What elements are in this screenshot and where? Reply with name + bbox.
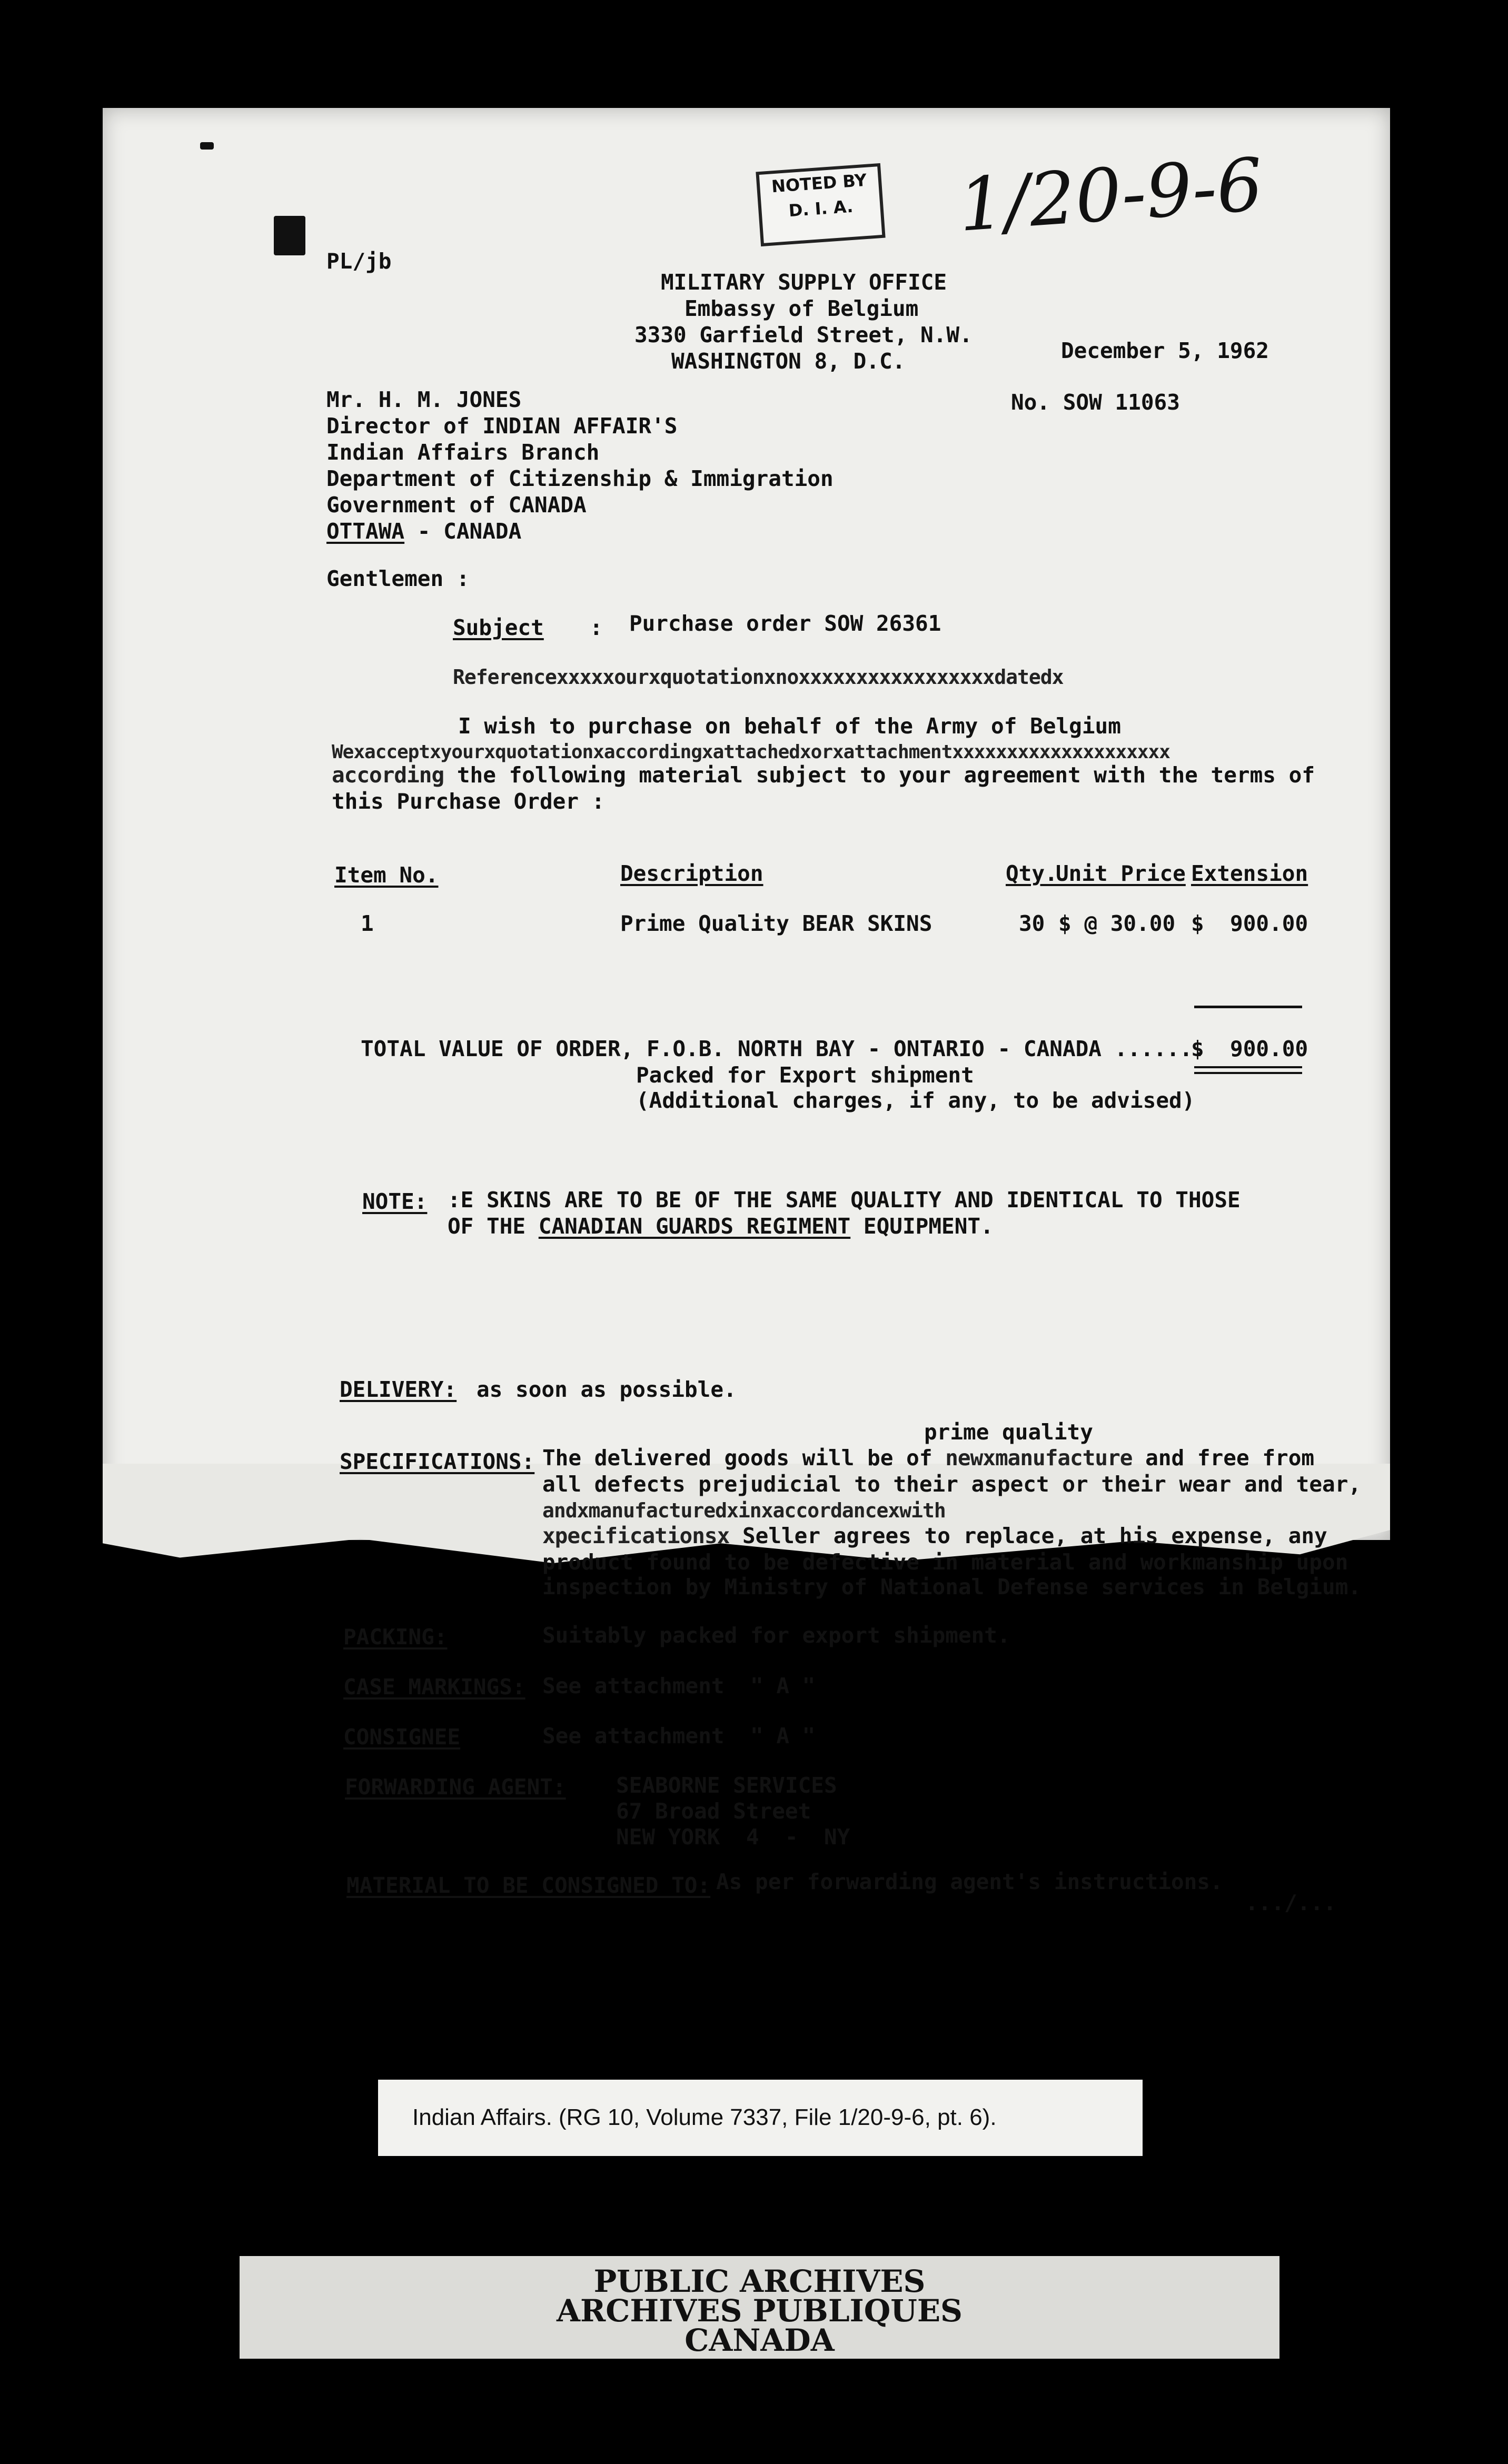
archive-reference-text: Indian Affairs. (RG 10, Volume 7337, File 1/20-9-6, pt. 6). <box>412 2104 997 2130</box>
sender-office: MILITARY SUPPLY OFFICE <box>661 270 947 295</box>
intro-line-2-struck: Wexacceptxyourxquotationxaccordingxattachedxorxattachmentxxxxxxxxxxxxxxxxxxxx <box>332 741 1170 763</box>
specifications-line-1-end: and free from <box>1132 1445 1315 1471</box>
noted-by-stamp <box>756 163 885 246</box>
table-row-description: Prime Quality BEAR SKINS <box>620 911 932 936</box>
table-header-item: Item No. <box>334 862 439 888</box>
recipient-city-line <box>326 519 521 544</box>
total-double-rule-2 <box>1194 1072 1302 1074</box>
punch-mark <box>274 216 305 255</box>
public-archives-banner <box>240 2256 1279 2359</box>
subject-value: Purchase order SOW 26361 <box>629 611 941 636</box>
recipient-country: CANADA <box>443 519 522 544</box>
table-header-qty: Qty. <box>1006 861 1058 886</box>
recipient-city-separator: - <box>404 519 444 544</box>
table-header-unit-price: Unit Price <box>1056 861 1186 886</box>
recipient-department: Department of Citizenship & Immigration <box>326 466 834 491</box>
recipient-title: Director of INDIAN AFFAIR'S <box>326 413 678 439</box>
consignee-value: See attachment " A " <box>542 1723 816 1748</box>
specifications-label: SPECIFICATIONS: <box>340 1449 535 1474</box>
note-canadian-guards: CANADIAN GUARDS REGIMENT <box>538 1214 851 1239</box>
delivery-value: as soon as possible. <box>477 1377 737 1402</box>
recipient-government: Government of CANADA <box>326 492 587 518</box>
forwarding-agent-line-1: SEABORNE SERVICES <box>616 1773 837 1798</box>
table-row-unit-price: $ @ 30.00 <box>1058 911 1176 936</box>
total-line: TOTAL VALUE OF ORDER, F.O.B. NORTH BAY - ONTARIO - CANADA ....... <box>361 1036 1206 1061</box>
delivery-label: DELIVERY: <box>340 1377 457 1402</box>
stamp-line-2: D. I. A. <box>788 196 854 221</box>
packing-label: PACKING: <box>343 1624 448 1650</box>
packing-value: Suitably packed for export shipment. <box>542 1623 1010 1648</box>
salutation: Gentlemen : <box>326 566 470 591</box>
reference-struck-line: Referencexxxxxourxquotationxnoxxxxxxxxxxxxxxxxxdatedx <box>453 665 1064 689</box>
specifications-line-3-struck: andxmanufacturedxinxaccordancexwith <box>542 1499 946 1522</box>
case-markings-label: CASE MARKINGS: <box>343 1674 525 1700</box>
table-row-item: 1 <box>361 911 374 936</box>
specifications-line-1-start: The delivered goods will be of <box>542 1445 946 1471</box>
table-header-description: Description <box>620 861 763 886</box>
note-line-2-start: OF THE <box>448 1214 539 1239</box>
forwarding-agent-label: FORWARDING AGENT: <box>345 1774 566 1800</box>
table-header-extension: Extension <box>1191 861 1308 886</box>
note-line-2 <box>448 1214 994 1239</box>
intro-line-3-text: the following material subject to your agreement with the terms of <box>444 762 1315 788</box>
total-packed: Packed for Export shipment <box>636 1062 974 1088</box>
archives-line-2: ARCHIVES PUBLIQUES <box>557 2293 963 2329</box>
case-markings-value: See attachment " A " <box>542 1673 816 1698</box>
archives-line-1: PUBLIC ARCHIVES <box>593 2263 926 2299</box>
table-row-extension: $ 900.00 <box>1191 911 1308 936</box>
intro-line-3-struck: according <box>332 762 444 788</box>
archive-reference-card <box>378 2080 1143 2156</box>
typist-initials: PL/jb <box>326 249 392 274</box>
note-line-1: :E SKINS ARE TO BE OF THE SAME QUALITY AND IDENTICAL TO THOSE <box>448 1187 1241 1213</box>
consignee-label: CONSIGNEE <box>343 1724 461 1750</box>
specifications-line-4 <box>542 1523 1327 1548</box>
specifications-insert: prime quality <box>924 1419 1093 1445</box>
letter-date: December 5, 1962 <box>1061 338 1269 363</box>
continued-marker: .../... <box>1245 1890 1336 1915</box>
subject-label: Subject <box>453 615 544 640</box>
sender-embassy: Embassy of Belgium <box>684 296 919 321</box>
sender-city: WASHINGTON 8, D.C. <box>671 349 906 374</box>
total-amount: $ 900.00 <box>1191 1036 1308 1061</box>
intro-line-4: this Purchase Order : <box>332 789 605 814</box>
specifications-line-6: inspection by Ministry of National Defense services in Belgium. <box>542 1574 1362 1599</box>
edge-mark <box>200 142 214 150</box>
material-consigned-label: MATERIAL TO BE CONSIGNED TO: <box>346 1873 711 1898</box>
sender-street: 3330 Garfield Street, N.W. <box>634 322 973 347</box>
material-consigned-value: As per forwarding agent's instructions. <box>716 1869 1223 1894</box>
archives-line-3: CANADA <box>684 2322 835 2358</box>
specifications-line-5: product found to be defective in material and workmanship upon <box>542 1549 1348 1575</box>
recipient-name: Mr. H. M. JONES <box>326 387 522 412</box>
total-double-rule-1 <box>1194 1066 1302 1068</box>
specifications-line-1-struck: newxmanufacture <box>945 1445 1133 1471</box>
specifications-line-4-text: Seller agrees to replace, at his expense, any <box>729 1523 1327 1548</box>
intro-line-3 <box>332 762 1315 788</box>
forwarding-agent-line-2: 67 Broad Street <box>616 1799 811 1824</box>
note-line-2-end: EQUIPMENT. <box>850 1214 994 1239</box>
specifications-line-4-struck: xpecificationsx <box>542 1523 730 1548</box>
recipient-city: OTTAWA <box>326 519 405 544</box>
intro-line-1: I wish to purchase on behalf of the Army of Belgium <box>458 713 1121 739</box>
total-additional-charges: (Additional charges, if any, to be advised) <box>636 1088 1195 1113</box>
recipient-branch: Indian Affairs Branch <box>326 440 600 465</box>
specifications-line-1 <box>542 1445 1314 1471</box>
stamp-line-1: NOTED BY <box>770 170 868 197</box>
handwritten-file-ref: 1/20-9-6 <box>956 142 1266 248</box>
note-label: NOTE: <box>362 1189 428 1214</box>
forwarding-agent-line-3: NEW YORK 4 - NY <box>616 1824 850 1850</box>
reference-number: No. SOW 11063 <box>1011 390 1180 415</box>
subtotal-rule <box>1194 1006 1302 1008</box>
specifications-line-2: all defects prejudicial to their aspect or their wear and tear, <box>542 1472 1362 1497</box>
table-row-qty: 30 <box>1019 911 1045 936</box>
subject-separator: : <box>590 615 603 640</box>
